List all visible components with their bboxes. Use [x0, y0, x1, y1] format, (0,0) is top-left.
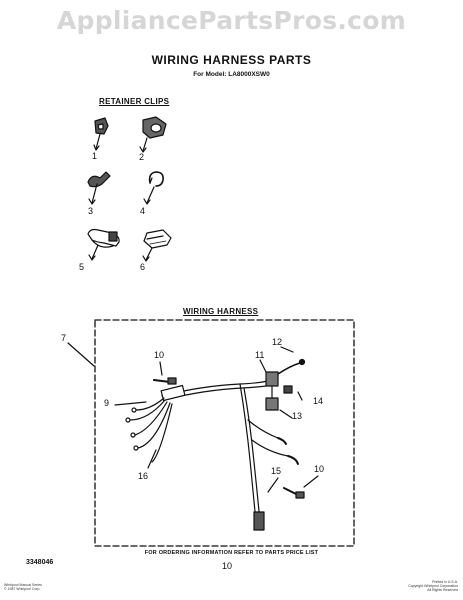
retainer-clip-1	[94, 118, 108, 150]
callout-13: 13	[292, 411, 303, 421]
retainer-clip-2	[140, 117, 166, 152]
retainer-clip-5	[88, 230, 119, 261]
document-number: 3348046	[26, 559, 54, 566]
model-subtitle: For Model: LA8000XSW0	[193, 71, 270, 78]
page-number: 10	[222, 561, 233, 571]
retainer-clip-6	[143, 230, 171, 261]
callout-15: 15	[271, 466, 282, 476]
callout-2: 2	[139, 152, 145, 162]
ordering-note: FOR ORDERING INFORMATION REFER TO PARTS PRICE LIST	[144, 550, 319, 556]
left-small-line-1: Whirlpool Manual Series	[4, 583, 42, 587]
retainer-clip-3	[88, 172, 110, 204]
right-small-line-3: All Rights Reserved	[427, 588, 458, 592]
right-small-line-2: Copyright Whirlpool Corporation	[408, 584, 458, 588]
callout-12: 12	[272, 337, 283, 347]
callout-7: 7	[61, 333, 67, 343]
retainer-clip-4	[144, 172, 163, 204]
callout-6: 6	[140, 262, 146, 272]
callout-9: 9	[104, 398, 110, 408]
callout-1: 1	[92, 151, 98, 161]
right-small-line-1: Printed in U.S.A.	[432, 580, 458, 584]
left-small-line-2: © 1987 Whirlpool Corp.	[4, 587, 41, 591]
page-title: WIRING HARNESS PARTS	[151, 53, 312, 67]
callout-11: 11	[255, 350, 265, 360]
retainer-clips-heading: RETAINER CLIPS	[99, 97, 170, 106]
callout-10-lower: 10	[314, 464, 325, 474]
footer-right-small-print	[372, 580, 458, 592]
footer-left-small-print	[4, 583, 42, 591]
callout-5: 5	[79, 262, 85, 272]
callout-4: 4	[140, 206, 146, 216]
callout-3: 3	[88, 206, 94, 216]
callout-10-upper: 10	[154, 350, 165, 360]
watermark-text: AppliancePartsPros.com	[56, 6, 407, 35]
callout-14: 14	[313, 396, 324, 406]
callout-16: 16	[138, 471, 149, 481]
wiring-harness-heading: WIRING HARNESS	[183, 307, 259, 316]
